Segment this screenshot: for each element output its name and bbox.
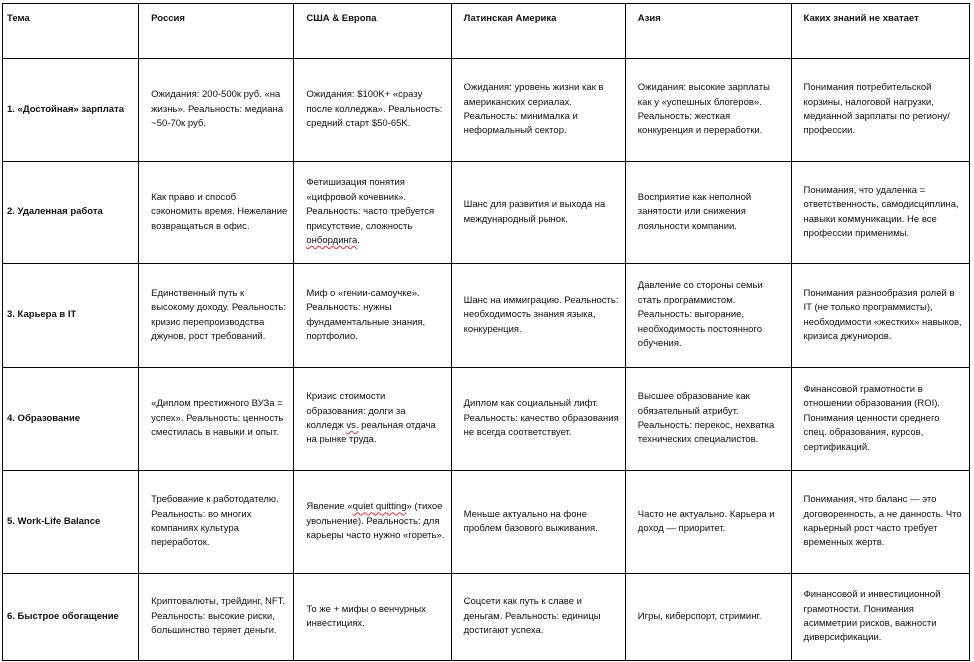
header-missing-knowledge: Каких знаний не хватает: [791, 4, 969, 59]
cell-latin-america: Меньше актуально на фоне проблем базового выживания.: [451, 471, 625, 574]
cell-latin-america: Шанс для развития и выхода на международный рынок.: [451, 162, 625, 264]
row-topic: 6. Быстрое обогащение: [3, 574, 139, 661]
cell-asia: Высшее образование как обязательный атрибут. Реальность: перекос, нехватка технических специалистов.: [625, 368, 791, 471]
table-row: [3, 264, 970, 368]
header-asia: Азия: [625, 4, 791, 59]
comparison-table: [2, 3, 970, 661]
cell-text: Кризис стоимости образования: долги за колледж: [306, 391, 406, 431]
cell-usa-europe: То же + мифы о венчурных инвестициях.: [294, 574, 451, 661]
cell-russia: Как право и способ сэкономить время. Нежелание возвращаться в офис.: [139, 162, 294, 264]
header-usa-europe: США & Европа: [294, 4, 451, 59]
cell-usa-europe: Фетишизация понятия «цифровой кочевник». Реальность: часто требуется присутствие, сложность онбординга.: [294, 162, 451, 264]
table-row: [3, 59, 970, 162]
cell-russia: «Диплом престижного ВУЗа = успех». Реальность: ценность сместилась в навыки и опыт.: [139, 368, 294, 471]
cell-asia: Часто не актуально. Карьера и доход — приоритет.: [625, 471, 791, 574]
table-row: [3, 471, 970, 574]
row-topic: 1. «Достойная» зарплата: [3, 59, 139, 162]
cell-missing-knowledge: Понимания, что баланс — это договоренность, а не данность. Что карьерный рост часто требует временных жертв.: [791, 471, 969, 574]
spellcheck-underlined-word: онбординга: [306, 235, 358, 247]
row-topic: 4. Образование: [3, 368, 139, 471]
cell-asia: Игры, киберспорт, стриминг.: [625, 574, 791, 661]
cell-latin-america: Соцсети как путь к славе и деньгам. Реальность: единицы достигают успеха.: [451, 574, 625, 661]
row-topic: 2. Удаленная работа: [3, 162, 139, 264]
cell-russia: Требование к работодателю. Реальность: во многих компаниях культура переработок.: [139, 471, 294, 574]
cell-asia: Давление со стороны семьи стать программистом. Реальность: выгорание, необходимость постоянного обучения.: [625, 264, 791, 368]
row-topic: 3. Карьера в IT: [3, 264, 139, 368]
cell-usa-europe: Ожидания: $100K+ «сразу после колледжа». Реальность: средний старт $50-65K.: [294, 59, 451, 162]
cell-usa-europe: [294, 471, 451, 574]
header-row: [3, 4, 970, 59]
cell-missing-knowledge: Понимания, что удаленка = ответственность, самодисциплина, навыки коммуникации. Не все профессии применимы.: [791, 162, 969, 264]
cell-latin-america: Ожидания: уровень жизни как в американских сериалах. Реальность: минималка и неформальный сектор.: [451, 59, 625, 162]
table-row: [3, 368, 970, 471]
header-topic: Тема: [3, 4, 139, 59]
cell-russia: Ожидания: 200-500к руб. «на жизнь». Реальность: медиана ~50-70к руб.: [139, 59, 294, 162]
cell-russia: Криптовалюты, трейдинг, NFT. Реальность: высокие риски, большинство теряет деньги.: [139, 574, 294, 661]
cell-text-tail: » (тихое увольнение). Реальность: для карьеры часто нужно «гореть».: [306, 501, 445, 542]
cell-latin-america: Шанс на иммиграцию. Реальность: необходимость знания языка, конкуренция.: [451, 264, 625, 368]
header-latin-america: Латинская Америка: [451, 4, 625, 59]
spellcheck-underlined-word: vs.: [346, 420, 359, 431]
header-russia: Россия: [139, 4, 294, 59]
table-row: [3, 574, 970, 661]
cell-russia: Единственный путь к высокому доходу. Реальность: кризис перепроизводства джунов, рост требований.: [139, 264, 294, 368]
cell-missing-knowledge: Понимания разнообразия ролей в IT (не только программисты), необходимости «жестких» навыков, кризиса джуниоров.: [791, 264, 969, 368]
row-topic: 5. Work-Life Balance: [3, 471, 139, 574]
cell-usa-europe: [294, 368, 451, 471]
cell-text: Фетишизация понятия «цифровой кочевник». Реальность: часто требуется присутствие, сложность: [306, 177, 435, 232]
cell-missing-knowledge: Понимания потребительской корзины, налоговой нагрузки, медианной зарплаты по региону/профессии.: [791, 59, 969, 162]
cell-asia: Восприятие как неполной занятости или снижения лояльности компании.: [625, 162, 791, 264]
cell-missing-knowledge: Финансовой и инвестиционной грамотности. Понимания асимметрии рисков, важности диверсификации.: [791, 574, 969, 661]
cell-missing-knowledge: Финансовой грамотности в отношении образования (ROI). Понимания ценности среднего спец. образования, курсов, сертификаций.: [791, 368, 969, 471]
spellcheck-underlined-word: quiet quitting: [352, 501, 407, 513]
cell-latin-america: Диплом как социальный лифт. Реальность: качество образования не всегда соответствует.: [451, 368, 625, 471]
cell-text: Явление «: [306, 501, 353, 513]
cell-text-tail: реальная отдача на рынке труда.: [306, 420, 436, 446]
table-row: [3, 162, 970, 264]
cell-asia: Ожидания: высокие зарплаты как у «успешных блогеров». Реальность: жесткая конкуренция и переработки.: [625, 59, 791, 162]
cell-usa-europe: Миф о «гении-самоучке». Реальность: нужны фундаментальные знания, портфолио.: [294, 264, 451, 368]
